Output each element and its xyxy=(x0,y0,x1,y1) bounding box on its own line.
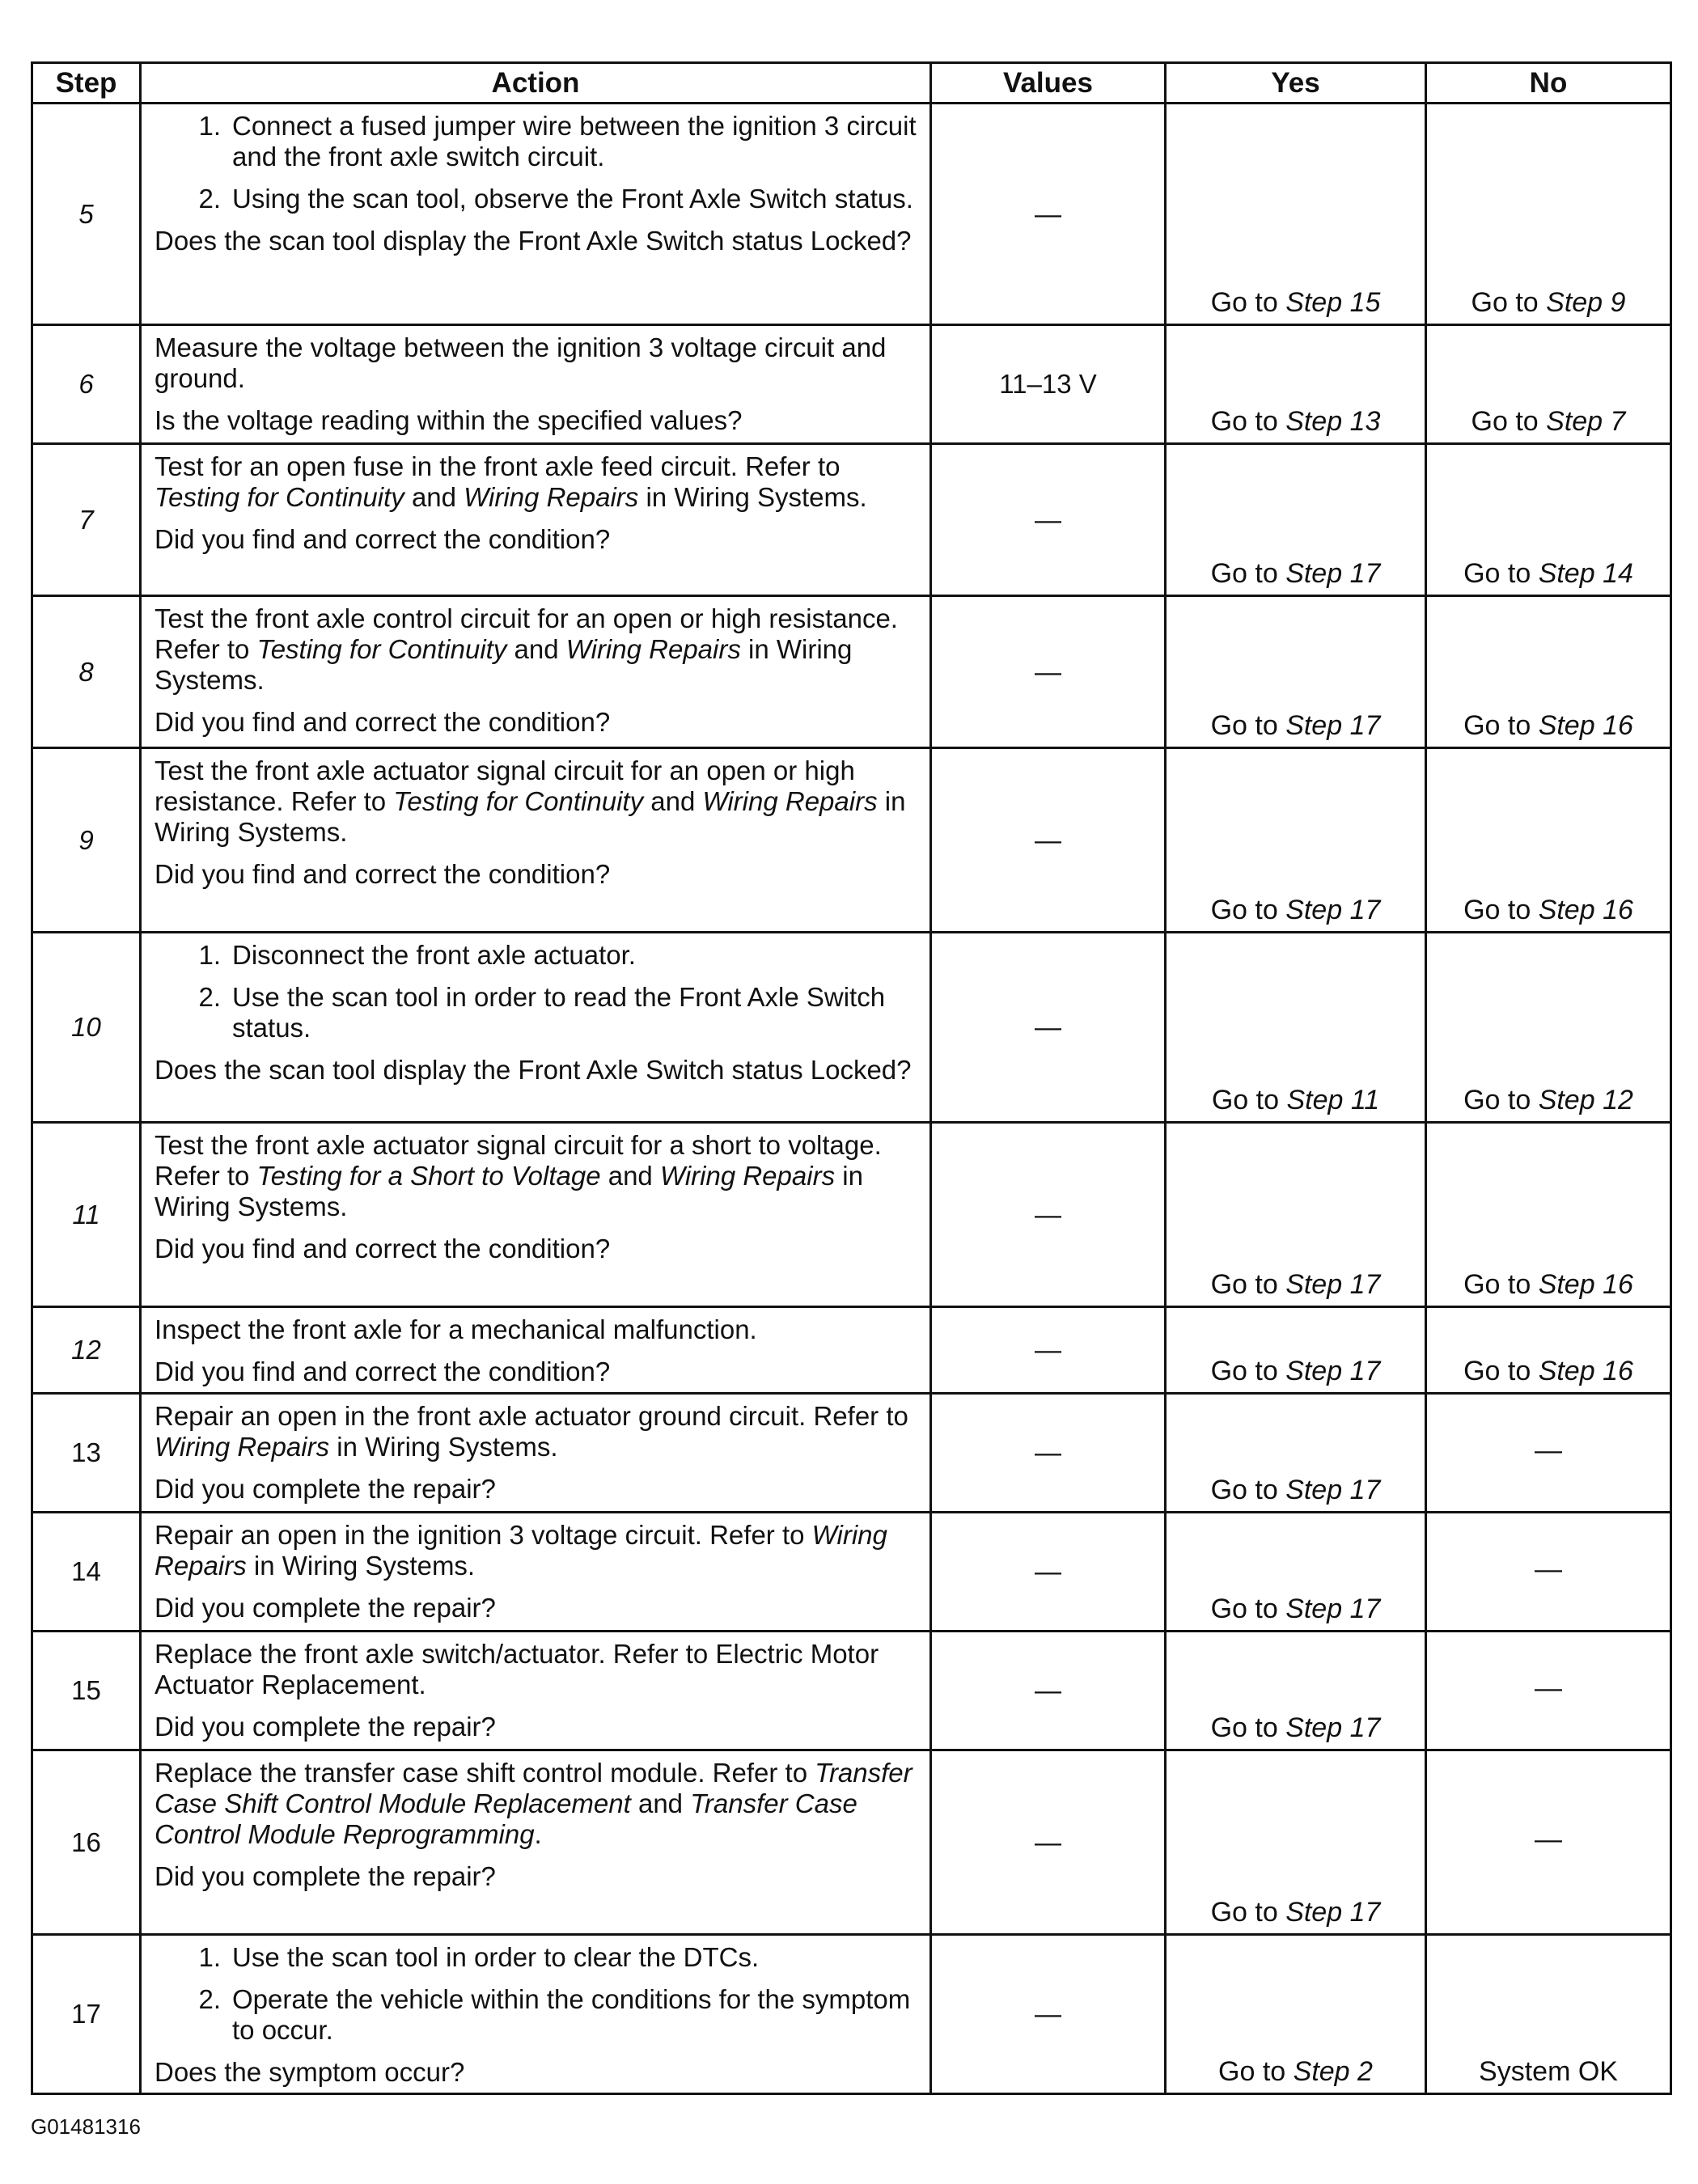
yes-cell: Go to Step 17 xyxy=(1166,1394,1426,1513)
yes-cell: Go to Step 15 xyxy=(1166,104,1426,325)
action-question: Is the voltage reading within the specified values? xyxy=(155,405,743,435)
header-step: Step xyxy=(32,63,141,104)
no-cell: — xyxy=(1426,1394,1671,1513)
no-cell: Go to Step 7 xyxy=(1426,325,1671,444)
step-number: 13 xyxy=(32,1394,141,1513)
action-question: Did you find and correct the condition? xyxy=(155,1357,611,1386)
yes-cell: Go to Step 17 xyxy=(1166,596,1426,748)
action-text: Test the front axle actuator signal circuit for an open or high resistance. Refer to Testing for Continuity and Wiring Repairs in Wiring Systems. xyxy=(155,756,906,847)
action-text: Inspect the front axle for a mechanical malfunction. xyxy=(155,1314,757,1344)
action-cell xyxy=(141,1513,931,1632)
table-row xyxy=(32,596,1671,748)
list-item: 1. Connect a fused jumper wire between the ignition 3 circuit and the front axle switch circuit. xyxy=(198,111,917,171)
action-cell xyxy=(141,1750,931,1935)
yes-cell: Go to Step 17 xyxy=(1166,1750,1426,1935)
values-cell: — xyxy=(931,1513,1166,1632)
step-number: 12 xyxy=(32,1307,141,1394)
action-text: Measure the voltage between the ignition 3 voltage circuit and ground. xyxy=(155,332,887,393)
values-cell: — xyxy=(931,1307,1166,1394)
no-cell: Go to Step 9 xyxy=(1426,104,1671,325)
action-list xyxy=(155,1942,917,2046)
values-cell: — xyxy=(931,933,1166,1123)
values-cell: — xyxy=(931,596,1166,748)
list-item: 1. Disconnect the front axle actuator. xyxy=(198,940,636,970)
values-cell: — xyxy=(931,1750,1166,1935)
no-cell: Go to Step 14 xyxy=(1426,444,1671,596)
list-item: 2. Using the scan tool, observe the Front Axle Switch status. xyxy=(198,184,913,214)
header-values: Values xyxy=(931,63,1166,104)
action-text: Test the front axle control circuit for an open or high resistance. Refer to Testing for Continuity and Wiring Repairs in Wiring Systems. xyxy=(155,603,898,695)
list-item: 2. Operate the vehicle within the conditions for the symptom to occur. xyxy=(198,1984,911,2045)
action-text: Repair an open in the ignition 3 voltage circuit. Refer to Wiring Repairs in Wiring Systems. xyxy=(155,1520,887,1581)
action-cell xyxy=(141,104,931,325)
table-row xyxy=(32,104,1671,325)
action-text: Replace the transfer case shift control module. Refer to Transfer Case Shift Control Module Replacement and Transfer Case Control Module Reprogramming. xyxy=(155,1758,913,1849)
action-cell xyxy=(141,1394,931,1513)
action-cell xyxy=(141,748,931,933)
values-cell: 11–13 V xyxy=(931,325,1166,444)
values-cell: — xyxy=(931,444,1166,596)
table-row xyxy=(32,1513,1671,1632)
action-text: Replace the front axle switch/actuator. Refer to Electric Motor Actuator Replacement. xyxy=(155,1639,879,1699)
action-question: Does the scan tool display the Front Axle Switch status Locked? xyxy=(155,226,912,256)
action-list xyxy=(155,111,917,214)
table-row xyxy=(32,1935,1671,2094)
yes-cell: Go to Step 17 xyxy=(1166,1632,1426,1750)
table-row xyxy=(32,1750,1671,1935)
header-action: Action xyxy=(141,63,931,104)
action-question: Does the scan tool display the Front Axle Switch status Locked? xyxy=(155,1055,912,1085)
action-cell xyxy=(141,1307,931,1394)
no-cell: — xyxy=(1426,1750,1671,1935)
action-question: Did you find and correct the condition? xyxy=(155,524,611,554)
yes-cell: Go to Step 2 xyxy=(1166,1935,1426,2094)
action-text: Test for an open fuse in the front axle feed circuit. Refer to Testing for Continuity and Wiring Repairs in Wiring Systems. xyxy=(155,451,867,512)
no-cell: System OK xyxy=(1426,1935,1671,2094)
action-cell xyxy=(141,1123,931,1307)
action-text: Repair an open in the front axle actuator ground circuit. Refer to Wiring Repairs in Wiring Systems. xyxy=(155,1401,908,1462)
yes-cell: Go to Step 17 xyxy=(1166,444,1426,596)
figure-id: G01481316 xyxy=(31,2114,141,2139)
table-row xyxy=(32,1123,1671,1307)
yes-cell: Go to Step 17 xyxy=(1166,1123,1426,1307)
no-cell: Go to Step 16 xyxy=(1426,596,1671,748)
table-row xyxy=(32,748,1671,933)
action-question: Did you complete the repair? xyxy=(155,1712,496,1742)
yes-cell: Go to Step 17 xyxy=(1166,748,1426,933)
action-cell xyxy=(141,1935,931,2094)
values-cell: — xyxy=(931,1394,1166,1513)
table-row xyxy=(32,1394,1671,1513)
no-cell: Go to Step 16 xyxy=(1426,1123,1671,1307)
step-number: 8 xyxy=(32,596,141,748)
no-cell: Go to Step 16 xyxy=(1426,1307,1671,1394)
no-cell: Go to Step 12 xyxy=(1426,933,1671,1123)
action-question: Did you complete the repair? xyxy=(155,1861,496,1891)
action-question: Did you find and correct the condition? xyxy=(155,859,611,889)
yes-cell: Go to Step 11 xyxy=(1166,933,1426,1123)
action-question: Did you find and correct the condition? xyxy=(155,707,611,737)
step-number: 17 xyxy=(32,1935,141,2094)
yes-cell: Go to Step 17 xyxy=(1166,1307,1426,1394)
values-cell: — xyxy=(931,104,1166,325)
no-cell: — xyxy=(1426,1513,1671,1632)
header-row xyxy=(32,63,1671,104)
action-question: Does the symptom occur? xyxy=(155,2057,465,2087)
values-cell: — xyxy=(931,1123,1166,1307)
action-question: Did you find and correct the condition? xyxy=(155,1234,611,1263)
header-no: No xyxy=(1426,63,1671,104)
action-cell xyxy=(141,596,931,748)
no-cell: — xyxy=(1426,1632,1671,1750)
step-number: 14 xyxy=(32,1513,141,1632)
no-cell: Go to Step 16 xyxy=(1426,748,1671,933)
step-number: 6 xyxy=(32,325,141,444)
action-cell xyxy=(141,444,931,596)
values-cell: — xyxy=(931,748,1166,933)
action-cell xyxy=(141,933,931,1123)
yes-cell: Go to Step 13 xyxy=(1166,325,1426,444)
step-number: 15 xyxy=(32,1632,141,1750)
list-item: 1. Use the scan tool in order to clear the DTCs. xyxy=(198,1942,760,1972)
table-row xyxy=(32,444,1671,596)
step-number: 7 xyxy=(32,444,141,596)
values-cell: — xyxy=(931,1632,1166,1750)
table-row xyxy=(32,1307,1671,1394)
table-row xyxy=(32,1632,1671,1750)
action-cell xyxy=(141,1632,931,1750)
step-number: 16 xyxy=(32,1750,141,1935)
step-number: 10 xyxy=(32,933,141,1123)
table-row xyxy=(32,325,1671,444)
table-row xyxy=(32,933,1671,1123)
list-item: 2. Use the scan tool in order to read the Front Axle Switch status. xyxy=(198,982,886,1043)
step-number: 9 xyxy=(32,748,141,933)
yes-cell: Go to Step 17 xyxy=(1166,1513,1426,1632)
values-cell: — xyxy=(931,1935,1166,2094)
action-text: Test the front axle actuator signal circuit for a short to voltage. Refer to Testing for a Short to Voltage and Wiring Repairs in Wiring Systems. xyxy=(155,1130,882,1221)
header-yes: Yes xyxy=(1166,63,1426,104)
action-question: Did you complete the repair? xyxy=(155,1593,496,1623)
step-number: 11 xyxy=(32,1123,141,1307)
diagnostic-table xyxy=(31,61,1672,2095)
action-question: Did you complete the repair? xyxy=(155,1474,496,1504)
step-number: 5 xyxy=(32,104,141,325)
action-cell xyxy=(141,325,931,444)
action-list xyxy=(155,940,917,1043)
